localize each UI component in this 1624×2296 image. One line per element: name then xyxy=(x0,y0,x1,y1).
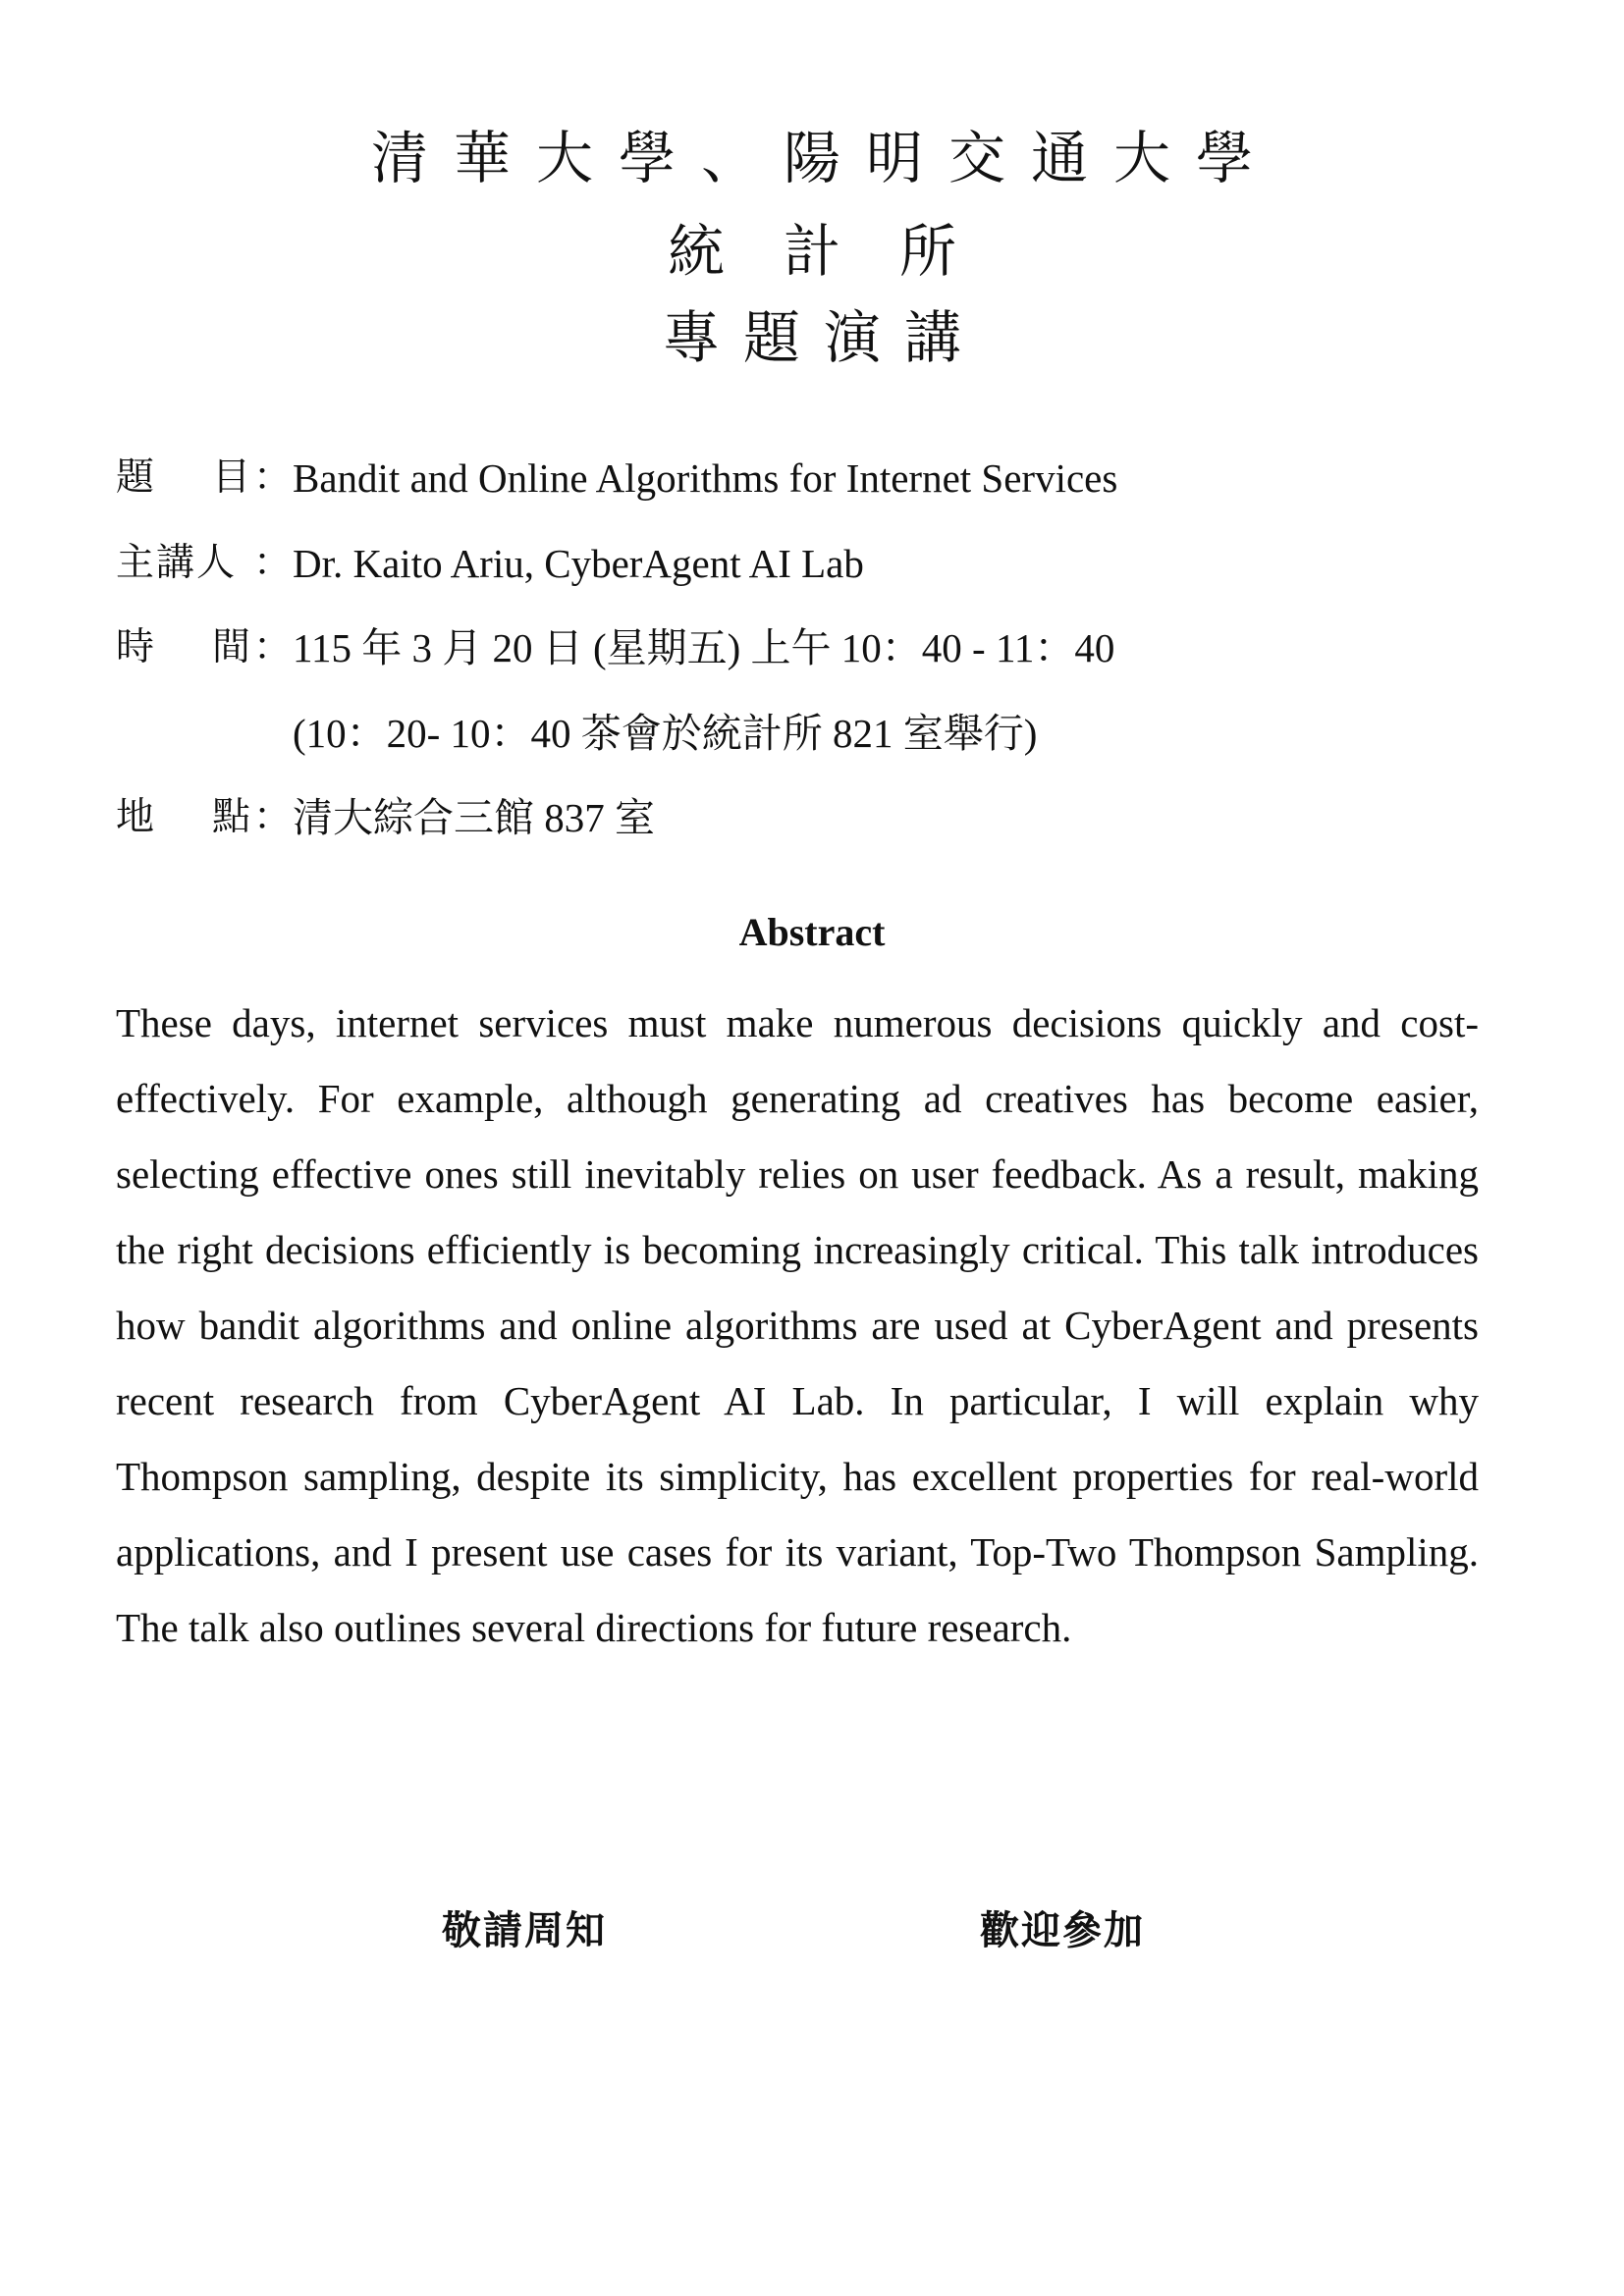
time-label-char-2: 間 xyxy=(212,626,251,668)
speaker-label-wrap xyxy=(116,534,293,593)
topic-label-char-2: 目 xyxy=(212,456,251,499)
tea-value: (10：20- 10：40 茶會於統計所 821 室舉行) xyxy=(293,711,1038,756)
place-label-char-2: 點 xyxy=(212,796,251,838)
abstract-heading: Abstract xyxy=(738,910,886,954)
place-value: 清大綜合三館 837 室 xyxy=(293,795,655,840)
institute-title: 統計所 xyxy=(667,220,1015,284)
speaker-label: 主講人 xyxy=(116,542,238,584)
time-value: 115 年 3 月 20 日 (星期五) 上午 10：40 - 11：40 xyxy=(293,625,1115,670)
closing-welcome: 歡迎參加 xyxy=(980,1908,1145,1952)
time-colon: ： xyxy=(253,626,293,668)
abstract-body: These days, internet services must make numerous decisions quickly and cost-effectively. For example, although generating ad creatives has become easier, selecting effective ones still inevitably relies on user feedback. As a result, making the right decisions efficiently is becoming increasingly critical. This talk introduces how bandit algorithms and online algorithms are used at CyberAgent and presents recent research from CyberAgent AI Lab. In particular, I will explain why Thompson sampling, despite its simplicity, has excellent properties for real-world applications, and I present use cases for its variant, Top-Two Thompson Sampling. The talk also outlines several directions for future research. xyxy=(116,1000,1479,1650)
topic-label-char-1: 題 xyxy=(116,456,155,499)
speaker-value: Dr. Kaito Ariu, CyberAgent AI Lab xyxy=(293,541,864,586)
topic-colon: ： xyxy=(253,456,293,499)
seminar-title: 專題演講 xyxy=(662,306,985,370)
place-colon: ： xyxy=(253,796,293,838)
place-label xyxy=(116,788,293,847)
closing-notice: 敬請周知 xyxy=(442,1908,607,1952)
speaker-colon: ： xyxy=(253,542,293,584)
place-label-char-1: 地 xyxy=(116,796,155,838)
time-label xyxy=(116,618,293,677)
topic-value: Bandit and Online Algorithms for Internet Services xyxy=(293,455,1118,501)
topic-label xyxy=(116,449,293,507)
university-title: 清華大學、陽明交通大學 xyxy=(370,127,1278,190)
time-label-char-1: 時 xyxy=(116,626,155,668)
